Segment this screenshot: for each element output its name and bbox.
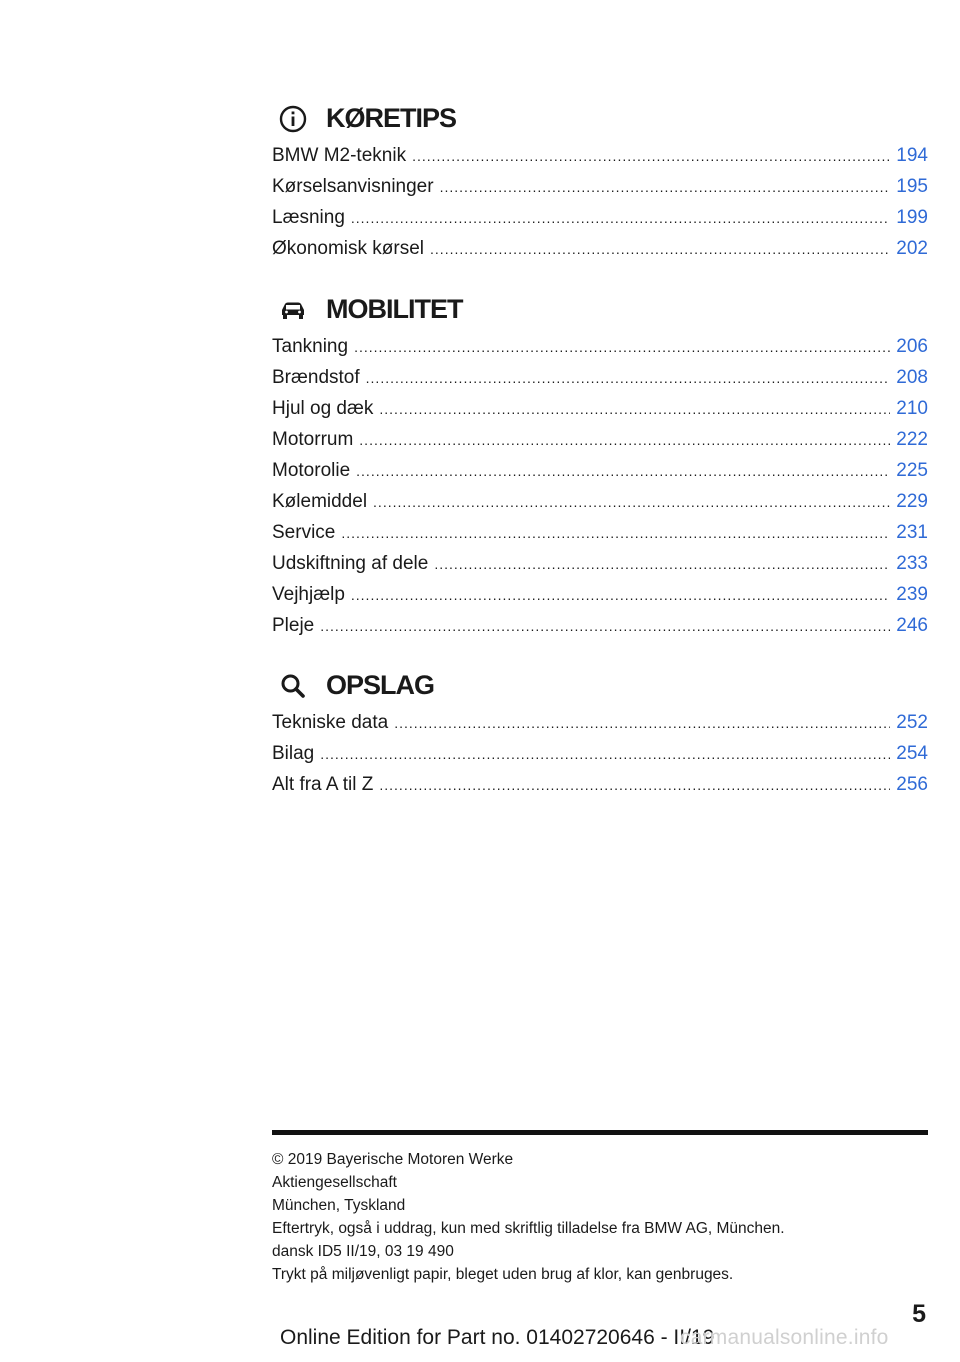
imprint-line: Trykt på miljøvenligt papir, bleget uden brug af klor, kan genbruges. <box>272 1266 734 1283</box>
toc-entry-title: Motorrum <box>272 429 354 450</box>
toc-leader <box>354 332 890 363</box>
toc-entry-title: Kørselsanvisninger <box>272 176 434 197</box>
section-title: MOBILITET <box>326 294 463 324</box>
imprint-line: dansk ID5 II/19, 03 19 490 <box>272 1243 454 1260</box>
toc-entry-title: Kølemiddel <box>272 491 368 512</box>
info-icon <box>278 104 308 134</box>
toc-page-link[interactable]: 194 <box>896 145 928 166</box>
toc-page-link[interactable]: 254 <box>896 743 928 764</box>
toc-entry-title: Tankning <box>272 336 349 357</box>
toc-entry-title: Læsning <box>272 207 345 228</box>
toc-leader <box>356 456 890 487</box>
toc-entry[interactable] <box>272 610 928 641</box>
toc-page-link[interactable]: 210 <box>896 398 928 419</box>
toc-entry[interactable] <box>272 171 928 202</box>
watermark: carmanualsonline.info <box>680 1326 889 1349</box>
edition-footer: Online Edition for Part no. 01402720646 - II/19 <box>280 1326 715 1349</box>
toc-page-link[interactable]: 239 <box>896 584 928 605</box>
toc-entry[interactable] <box>272 140 928 171</box>
toc-entry-title: Økonomisk kørsel <box>272 238 425 259</box>
toc-list <box>272 140 928 264</box>
toc-leader <box>320 611 890 642</box>
toc-page-link[interactable]: 206 <box>896 336 928 357</box>
toc-entry[interactable] <box>272 331 928 362</box>
imprint-line: Eftertryk, også i uddrag, kun med skriftlig tilladelse fra BMW AG, München. <box>272 1220 785 1237</box>
toc-page-link[interactable]: 252 <box>896 712 928 733</box>
section-header <box>272 291 928 327</box>
toc-entry-title: Pleje <box>272 615 315 636</box>
toc-entry-title: Brændstof <box>272 367 360 388</box>
toc-leader <box>440 172 891 203</box>
section-opslag <box>272 667 928 800</box>
toc-entry-title: Udskiftning af dele <box>272 553 429 574</box>
toc-entry[interactable] <box>272 579 928 610</box>
toc-entry[interactable] <box>272 202 928 233</box>
toc-entry[interactable] <box>272 707 928 738</box>
toc-entry[interactable] <box>272 455 928 486</box>
toc-entry[interactable] <box>272 738 928 769</box>
imprint-line: © 2019 Bayerische Motoren Werke <box>272 1151 514 1168</box>
toc-page-link[interactable]: 256 <box>896 774 928 795</box>
toc-leader <box>379 394 890 425</box>
toc-entry[interactable] <box>272 424 928 455</box>
toc-leader <box>351 580 890 611</box>
section-title: OPSLAG <box>326 670 435 700</box>
toc-entry-title: Motorolie <box>272 460 351 481</box>
toc-leader <box>351 203 890 234</box>
imprint-divider <box>272 1130 928 1135</box>
toc-entry[interactable] <box>272 393 928 424</box>
toc-page-link[interactable]: 199 <box>896 207 928 228</box>
toc-page-link[interactable]: 231 <box>896 522 928 543</box>
toc-page-link[interactable]: 246 <box>896 615 928 636</box>
toc-page-link[interactable]: 208 <box>896 367 928 388</box>
page-number: 5 <box>912 1300 926 1328</box>
toc-entry-title: BMW M2-teknik <box>272 145 407 166</box>
toc-leader <box>379 770 890 801</box>
toc-entry-title: Bilag <box>272 743 315 764</box>
toc-entry[interactable] <box>272 233 928 264</box>
toc-page-link[interactable]: 233 <box>896 553 928 574</box>
toc-page-link[interactable]: 195 <box>896 176 928 197</box>
toc-leader <box>359 425 890 456</box>
toc-leader <box>434 549 890 580</box>
toc-leader <box>320 739 890 770</box>
car-icon <box>278 295 308 325</box>
toc-page-link[interactable]: 222 <box>896 429 928 450</box>
imprint-line: Aktiengesellschaft <box>272 1174 397 1191</box>
toc-entry-title: Service <box>272 522 336 543</box>
toc-leader <box>430 234 890 265</box>
imprint-line: München, Tyskland <box>272 1197 406 1214</box>
toc-list <box>272 707 928 800</box>
section-koeretips <box>272 100 928 264</box>
toc-leader <box>412 141 890 172</box>
toc-entry[interactable] <box>272 362 928 393</box>
toc-entry-title: Alt fra A til Z <box>272 774 374 795</box>
toc-entry[interactable] <box>272 769 928 800</box>
toc-page-link[interactable]: 229 <box>896 491 928 512</box>
imprint-block <box>272 1148 928 1286</box>
toc-leader <box>394 708 890 739</box>
toc-leader <box>341 518 890 549</box>
toc-entry-title: Tekniske data <box>272 712 389 733</box>
toc-page-link[interactable]: 202 <box>896 238 928 259</box>
section-header <box>272 100 928 136</box>
toc-leader <box>373 487 890 518</box>
toc-leader <box>366 363 891 394</box>
toc-entry-title: Vejhjælp <box>272 584 345 605</box>
section-header <box>272 667 928 703</box>
section-title: KØRETIPS <box>326 103 457 133</box>
toc-list <box>272 331 928 641</box>
section-mobilitet <box>272 291 928 641</box>
search-icon <box>278 671 308 701</box>
toc-page-link[interactable]: 225 <box>896 460 928 481</box>
toc-entry[interactable] <box>272 486 928 517</box>
toc-entry-title: Hjul og dæk <box>272 398 374 419</box>
toc-entry[interactable] <box>272 517 928 548</box>
toc-entry[interactable] <box>272 548 928 579</box>
